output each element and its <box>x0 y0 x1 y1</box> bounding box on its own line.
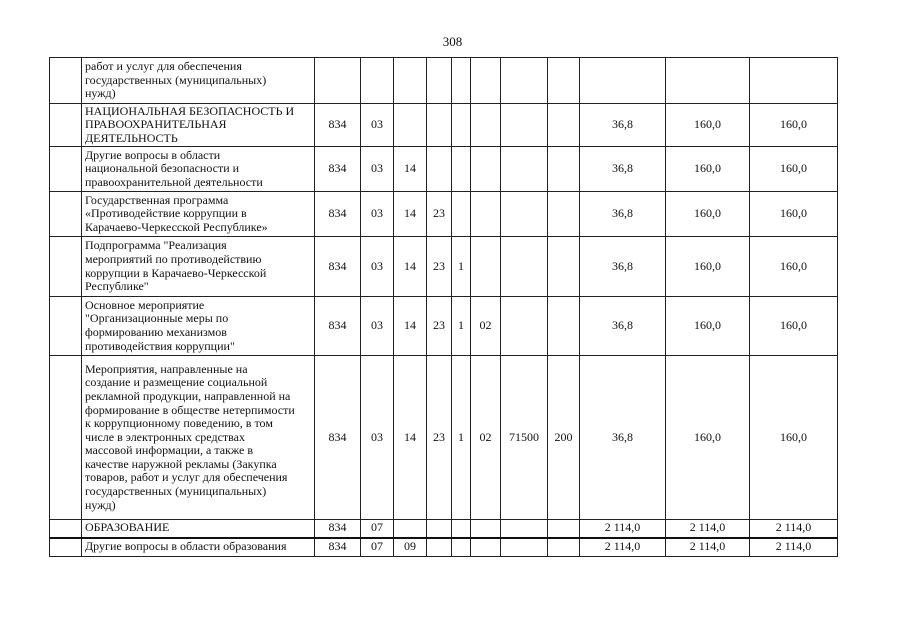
event-code-cell <box>471 520 501 538</box>
subprogram-code-cell <box>452 538 471 557</box>
program-code-cell: 23 <box>427 192 452 237</box>
amount-year2-cell: 2 114,0 <box>666 538 750 557</box>
amount-year1-cell <box>580 58 666 104</box>
program-code-cell: 23 <box>427 237 452 297</box>
subsection-code-cell: 14 <box>394 356 427 520</box>
expense-type-code-cell <box>548 297 580 356</box>
section-code-cell: 03 <box>361 237 394 297</box>
expense-type-code-cell <box>548 104 580 147</box>
item-name-line: ДЕЯТЕЛЬНОСТЬ <box>85 130 178 145</box>
item-name-line: ОБРАЗОВАНИЕ <box>85 520 170 535</box>
subsection-code-cell <box>394 58 427 104</box>
direction-code-cell <box>501 520 548 538</box>
item-name-line: работ и услуг для обеспечения <box>85 59 242 74</box>
row-number-cell <box>50 520 82 538</box>
amount-year3-cell: 160,0 <box>750 192 838 237</box>
table-body <box>50 58 838 557</box>
subprogram-code-cell: 1 <box>452 356 471 520</box>
amount-year3-cell: 2 114,0 <box>750 520 838 538</box>
subsection-code-cell: 09 <box>394 538 427 557</box>
item-name-line: ПРАВООХРАНИТЕЛЬНАЯ <box>85 117 227 132</box>
item-name-line: формированию механизмов <box>85 325 227 339</box>
ministry-code-cell: 834 <box>315 147 361 192</box>
expense-type-code-cell <box>548 237 580 297</box>
budget-table <box>49 57 838 557</box>
item-name-cell <box>82 538 315 557</box>
amount-year2-cell: 160,0 <box>666 237 750 297</box>
event-code-cell <box>471 104 501 147</box>
program-code-cell <box>427 520 452 538</box>
direction-code-cell <box>501 237 548 297</box>
item-name-line: «Противодействие коррупции в <box>85 206 247 221</box>
section-code-cell: 03 <box>361 147 394 192</box>
row-number-cell <box>50 538 82 557</box>
table-row <box>50 297 838 356</box>
subsection-code-cell: 14 <box>394 297 427 356</box>
amount-year2-cell: 160,0 <box>666 297 750 356</box>
table-row <box>50 237 838 297</box>
amount-year3-cell: 160,0 <box>750 356 838 520</box>
direction-code-cell <box>501 104 548 147</box>
row-number-cell <box>50 237 82 297</box>
item-name-line: рекламной продукции, направленной на <box>85 388 291 403</box>
section-code-cell: 03 <box>361 104 394 147</box>
row-number-cell <box>50 58 82 104</box>
event-code-cell <box>471 147 501 192</box>
table-row <box>50 147 838 192</box>
table-row <box>50 104 838 147</box>
subsection-code-cell: 14 <box>394 147 427 192</box>
item-name-cell <box>82 104 315 147</box>
program-code-cell: 23 <box>427 356 452 520</box>
item-name-cell <box>82 58 315 104</box>
ministry-code-cell: 834 <box>315 538 361 557</box>
item-name-line: формирование в обществе нетерпимости <box>85 402 295 417</box>
section-code-cell: 07 <box>361 520 394 538</box>
item-name-line: товаров, работ и услуг для обеспечения <box>85 470 288 485</box>
program-code-cell <box>427 104 452 147</box>
amount-year3-cell: 160,0 <box>750 237 838 297</box>
amount-year1-cell: 36,8 <box>580 237 666 297</box>
section-code-cell: 03 <box>361 356 394 520</box>
expense-type-code-cell <box>548 520 580 538</box>
item-name-line: числе в электронных средствах <box>85 429 245 444</box>
item-name-line: НАЦИОНАЛЬНАЯ БЕЗОПАСНОСТЬ И <box>85 103 295 118</box>
amount-year3-cell <box>750 58 838 104</box>
section-code-cell <box>361 58 394 104</box>
table-row <box>50 520 838 538</box>
section-code-cell: 03 <box>361 192 394 237</box>
row-number-cell <box>50 147 82 192</box>
row-number-cell <box>50 192 82 237</box>
item-name-line: противодействия коррупции" <box>85 338 235 353</box>
item-name-line: Карачаево-Черкесской Республике» <box>85 219 268 234</box>
amount-year2-cell <box>666 58 750 104</box>
amount-year2-cell: 160,0 <box>666 104 750 147</box>
item-name-cell <box>82 147 315 192</box>
section-code-cell: 03 <box>361 297 394 356</box>
event-code-cell <box>471 58 501 104</box>
table-row <box>50 192 838 237</box>
amount-year1-cell: 36,8 <box>580 147 666 192</box>
item-name-line: мероприятий по противодействию <box>85 251 262 266</box>
amount-year2-cell: 160,0 <box>666 192 750 237</box>
subprogram-code-cell: 1 <box>452 237 471 297</box>
item-name-line: массовой информации, а также в <box>85 443 254 458</box>
program-code-cell <box>427 538 452 557</box>
amount-year3-cell: 160,0 <box>750 147 838 192</box>
table-row <box>50 356 838 520</box>
event-code-cell: 02 <box>471 356 501 520</box>
table-row <box>50 58 838 104</box>
subsection-code-cell: 14 <box>394 237 427 297</box>
ministry-code-cell: 834 <box>315 356 361 520</box>
event-code-cell <box>471 237 501 297</box>
item-name-cell <box>82 356 315 520</box>
ministry-code-cell <box>315 58 361 104</box>
subprogram-code-cell <box>452 192 471 237</box>
expense-type-code-cell <box>548 538 580 557</box>
amount-year1-cell: 36,8 <box>580 104 666 147</box>
section-code-cell: 07 <box>361 538 394 557</box>
amount-year2-cell: 160,0 <box>666 356 750 520</box>
subprogram-code-cell <box>452 147 471 192</box>
event-code-cell <box>471 538 501 557</box>
direction-code-cell <box>501 192 548 237</box>
event-code-cell <box>471 192 501 237</box>
item-name-cell <box>82 192 315 237</box>
row-number-cell <box>50 356 82 520</box>
amount-year3-cell: 160,0 <box>750 104 838 147</box>
expense-type-code-cell <box>548 192 580 237</box>
amount-year1-cell: 36,8 <box>580 192 666 237</box>
ministry-code-cell: 834 <box>315 104 361 147</box>
direction-code-cell <box>501 147 548 192</box>
item-name-line: национальной безопасности и <box>85 161 240 176</box>
direction-code-cell <box>501 297 548 356</box>
amount-year1-cell: 2 114,0 <box>580 538 666 557</box>
ministry-code-cell: 834 <box>315 297 361 356</box>
amount-year3-cell: 2 114,0 <box>750 538 838 557</box>
table-row <box>50 538 838 557</box>
item-name-line: качестве наружной рекламы (Закупка <box>85 456 277 471</box>
item-name-line: государственных (муниципальных) <box>85 72 267 87</box>
item-name-line: нужд) <box>85 497 116 512</box>
subprogram-code-cell: 1 <box>452 297 471 356</box>
item-name-line: коррупции в Карачаево-Черкесской <box>85 265 267 280</box>
item-name-line: создание и размещение социальной <box>85 375 268 390</box>
amount-year2-cell: 160,0 <box>666 147 750 192</box>
item-name-cell <box>82 520 315 538</box>
direction-code-cell <box>501 538 548 557</box>
item-name-line: государственных (муниципальных) <box>85 484 267 499</box>
direction-code-cell <box>501 58 548 104</box>
item-name-line: Другие вопросы в области <box>85 147 221 162</box>
item-name-line: нужд) <box>85 86 116 101</box>
subsection-code-cell <box>394 104 427 147</box>
item-name-line: Государственная программа <box>85 192 229 207</box>
page-number: 308 <box>442 34 463 49</box>
program-code-cell <box>427 147 452 192</box>
amount-year1-cell: 36,8 <box>580 297 666 356</box>
subsection-code-cell: 14 <box>394 192 427 237</box>
amount-year1-cell: 2 114,0 <box>580 520 666 538</box>
item-name-line: Основное мероприятие <box>85 297 205 312</box>
expense-type-code-cell <box>548 147 580 192</box>
event-code-cell: 02 <box>471 297 501 356</box>
item-name-line: правоохранительной деятельности <box>85 174 263 189</box>
item-name-line: Подпрограмма "Реализация <box>85 238 227 253</box>
program-code-cell <box>427 58 452 104</box>
ministry-code-cell: 834 <box>315 237 361 297</box>
item-name-line: Мероприятия, направленные на <box>85 361 248 376</box>
item-name-line: к коррупционному поведению, в том <box>85 416 273 431</box>
subsection-code-cell <box>394 520 427 538</box>
item-name-line: "Организационные меры по <box>85 311 229 326</box>
row-number-cell <box>50 297 82 356</box>
amount-year1-cell: 36,8 <box>580 356 666 520</box>
item-name-line: Другие вопросы в области образования <box>85 539 287 554</box>
amount-year2-cell: 2 114,0 <box>666 520 750 538</box>
ministry-code-cell: 834 <box>315 520 361 538</box>
item-name-line: Республике" <box>85 279 149 294</box>
amount-year3-cell: 160,0 <box>750 297 838 356</box>
subprogram-code-cell <box>452 58 471 104</box>
direction-code-cell: 71500 <box>501 356 548 520</box>
item-name-cell <box>82 297 315 356</box>
subprogram-code-cell <box>452 104 471 147</box>
program-code-cell: 23 <box>427 297 452 356</box>
ministry-code-cell: 834 <box>315 192 361 237</box>
expense-type-code-cell <box>548 58 580 104</box>
item-name-cell <box>82 237 315 297</box>
subprogram-code-cell <box>452 520 471 538</box>
expense-type-code-cell: 200 <box>548 356 580 520</box>
row-number-cell <box>50 104 82 147</box>
